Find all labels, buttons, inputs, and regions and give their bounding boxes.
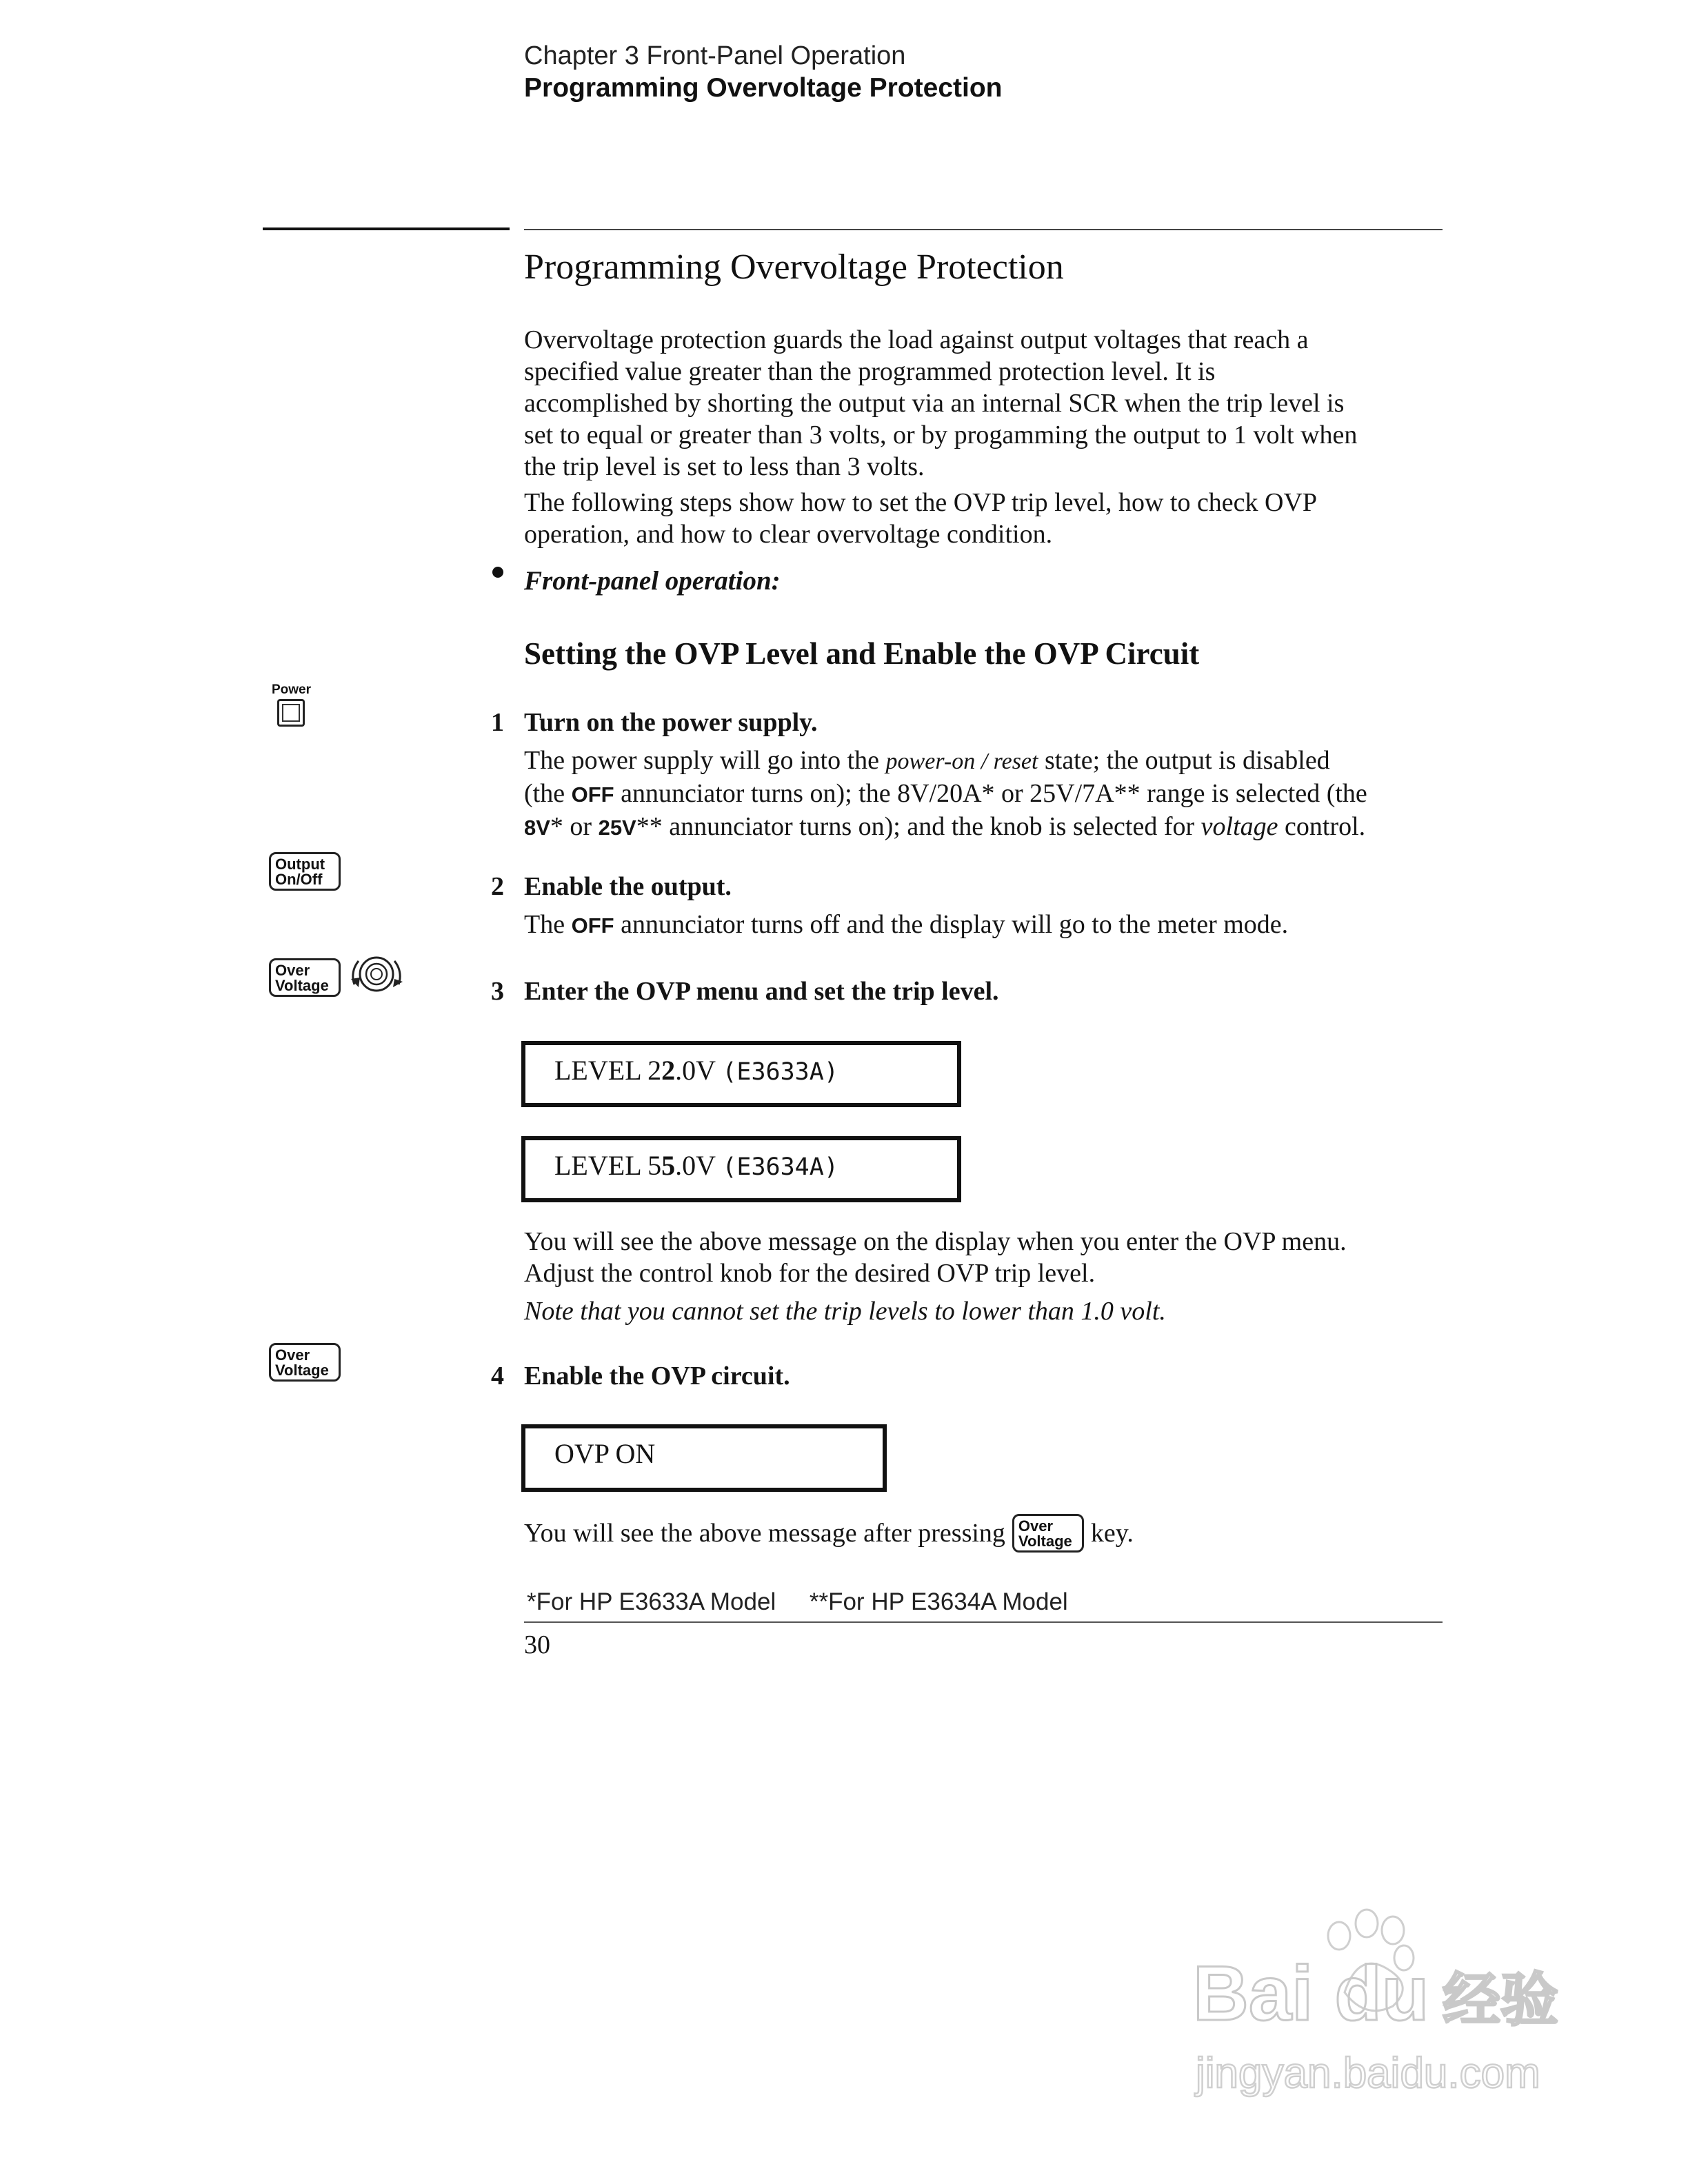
text-line: Overvoltage protection guards the load against output voltages that reach a — [524, 325, 1309, 354]
step-3-body — [524, 1226, 1443, 1289]
text-line — [524, 909, 1443, 942]
power-key-label: Power — [272, 682, 312, 697]
divider-right — [524, 229, 1443, 230]
over-voltage-key-icon — [269, 958, 341, 997]
text-run: control. — [1278, 812, 1366, 841]
output-on-off-key-icon — [269, 852, 341, 891]
step-title: Enable the OVP circuit. — [524, 1362, 790, 1391]
display-model: (E3634A) — [722, 1153, 838, 1181]
text-run: state; the output is disabled — [1038, 746, 1330, 775]
step-2-body — [524, 909, 1443, 942]
display-digit: 5 — [661, 1150, 676, 1181]
key-label: Over — [275, 962, 310, 979]
chapter-header: Chapter 3 Front-Panel Operation — [524, 41, 906, 70]
annunciator-label: OFF — [571, 782, 614, 807]
text-run: annunciator turns on); the 8V/20A* or 25V/7A** range is selected (the — [614, 779, 1367, 808]
text-line: You will see the above message on the display when you enter the OVP menu. — [524, 1227, 1347, 1256]
page-number: 30 — [524, 1630, 550, 1659]
lcd-display-e3634a — [521, 1136, 961, 1202]
display-text: .0V — [675, 1055, 716, 1086]
text-line: accomplished by shorting the output via an internal SCR when the trip level is — [524, 389, 1345, 418]
over-voltage-key-icon — [269, 1343, 341, 1382]
step-4-body — [524, 1514, 1134, 1553]
subheading: Setting the OVP Level and Enable the OVP Circuit — [524, 636, 1200, 671]
divider-bottom — [524, 1621, 1443, 1623]
text-line: the trip level is set to less than 3 volts. — [524, 452, 925, 481]
step-title: Turn on the power supply. — [524, 708, 818, 737]
key-label: Over — [275, 1346, 310, 1364]
step-title: Enter the OVP menu and set the trip level. — [524, 977, 999, 1006]
step-number: 4 — [491, 1362, 504, 1391]
key-label: Voltage — [275, 1362, 329, 1379]
text-line — [524, 778, 1443, 811]
step-title: Enable the output. — [524, 872, 732, 901]
text-run: The — [524, 910, 572, 939]
text-line — [524, 745, 1443, 778]
emphasis: power-on / reset — [885, 749, 1038, 774]
text-line: specified value greater than the programmed protection level. It is — [524, 357, 1216, 386]
divider-left — [263, 228, 510, 230]
step-number: 1 — [491, 708, 504, 737]
text-line: The following steps show how to set the OVP trip level, how to check OVP — [524, 488, 1318, 517]
intro-paragraph-1 — [524, 324, 1443, 483]
text-run: (the — [524, 779, 572, 808]
over-voltage-key-icon — [1012, 1514, 1084, 1553]
baidu-watermark-logo — [1186, 1903, 1572, 2110]
text-run: The power supply will go into the — [524, 746, 886, 775]
key-label: Voltage — [1018, 1533, 1072, 1550]
annunciator-label: 25V — [598, 816, 636, 840]
text-run: annunciator turns off and the display will go to the meter mode. — [614, 910, 1289, 939]
page-title: Programming Overvoltage Protection — [524, 247, 1064, 287]
watermark-cn: 经验 — [1443, 1968, 1559, 2032]
display-text: .0V — [675, 1150, 716, 1181]
step-number: 3 — [491, 977, 504, 1006]
display-model: (E3633A) — [722, 1058, 838, 1086]
text-run: key. — [1090, 1519, 1134, 1548]
bullet-dot — [492, 567, 503, 578]
text-run: ** annunciator turns on); and the knob is selected for — [636, 812, 1201, 841]
step-number: 2 — [491, 872, 504, 901]
step-3-note: Note that you cannot set the trip levels to lower than 1.0 volt. — [524, 1297, 1166, 1326]
emphasis: voltage — [1200, 812, 1278, 841]
key-label: Output — [275, 856, 325, 873]
text-line — [524, 811, 1443, 844]
intro-paragraph-2 — [524, 487, 1443, 550]
lcd-display-ovp-on: OVP ON — [521, 1424, 887, 1492]
display-text: LEVEL 5 — [554, 1150, 662, 1181]
display-digit: 2 — [661, 1055, 676, 1086]
text-run: * or — [550, 812, 599, 841]
watermark-url: jingyan.baidu.com — [1196, 2050, 1540, 2097]
text-line: set to equal or greater than 3 volts, or by progamming the output to 1 volt when — [524, 421, 1358, 449]
key-label: Over — [1018, 1517, 1054, 1535]
step-1-body — [524, 745, 1443, 844]
power-button-icon — [277, 699, 305, 727]
annunciator-label: 8V — [524, 816, 550, 840]
text-line: operation, and how to clear overvoltage condition. — [524, 520, 1053, 549]
text-line: Adjust the control knob for the desired OVP trip level. — [524, 1259, 1096, 1288]
key-label: Voltage — [275, 977, 329, 994]
display-text: LEVEL 2 — [554, 1055, 662, 1086]
footnote: *For HP E3633A Model **For HP E3634A Model — [527, 1588, 1068, 1615]
bullet-front-panel: Front-panel operation: — [524, 566, 781, 596]
text-run: You will see the above message after pressing — [524, 1519, 1005, 1548]
lcd-display-e3633a — [521, 1041, 961, 1107]
key-label: On/Off — [275, 871, 323, 888]
section-header: Programming Overvoltage Protection — [524, 73, 1003, 103]
watermark-brand: Bai du — [1193, 1950, 1429, 2036]
control-knob-icon — [345, 951, 408, 997]
annunciator-label: OFF — [571, 913, 614, 938]
